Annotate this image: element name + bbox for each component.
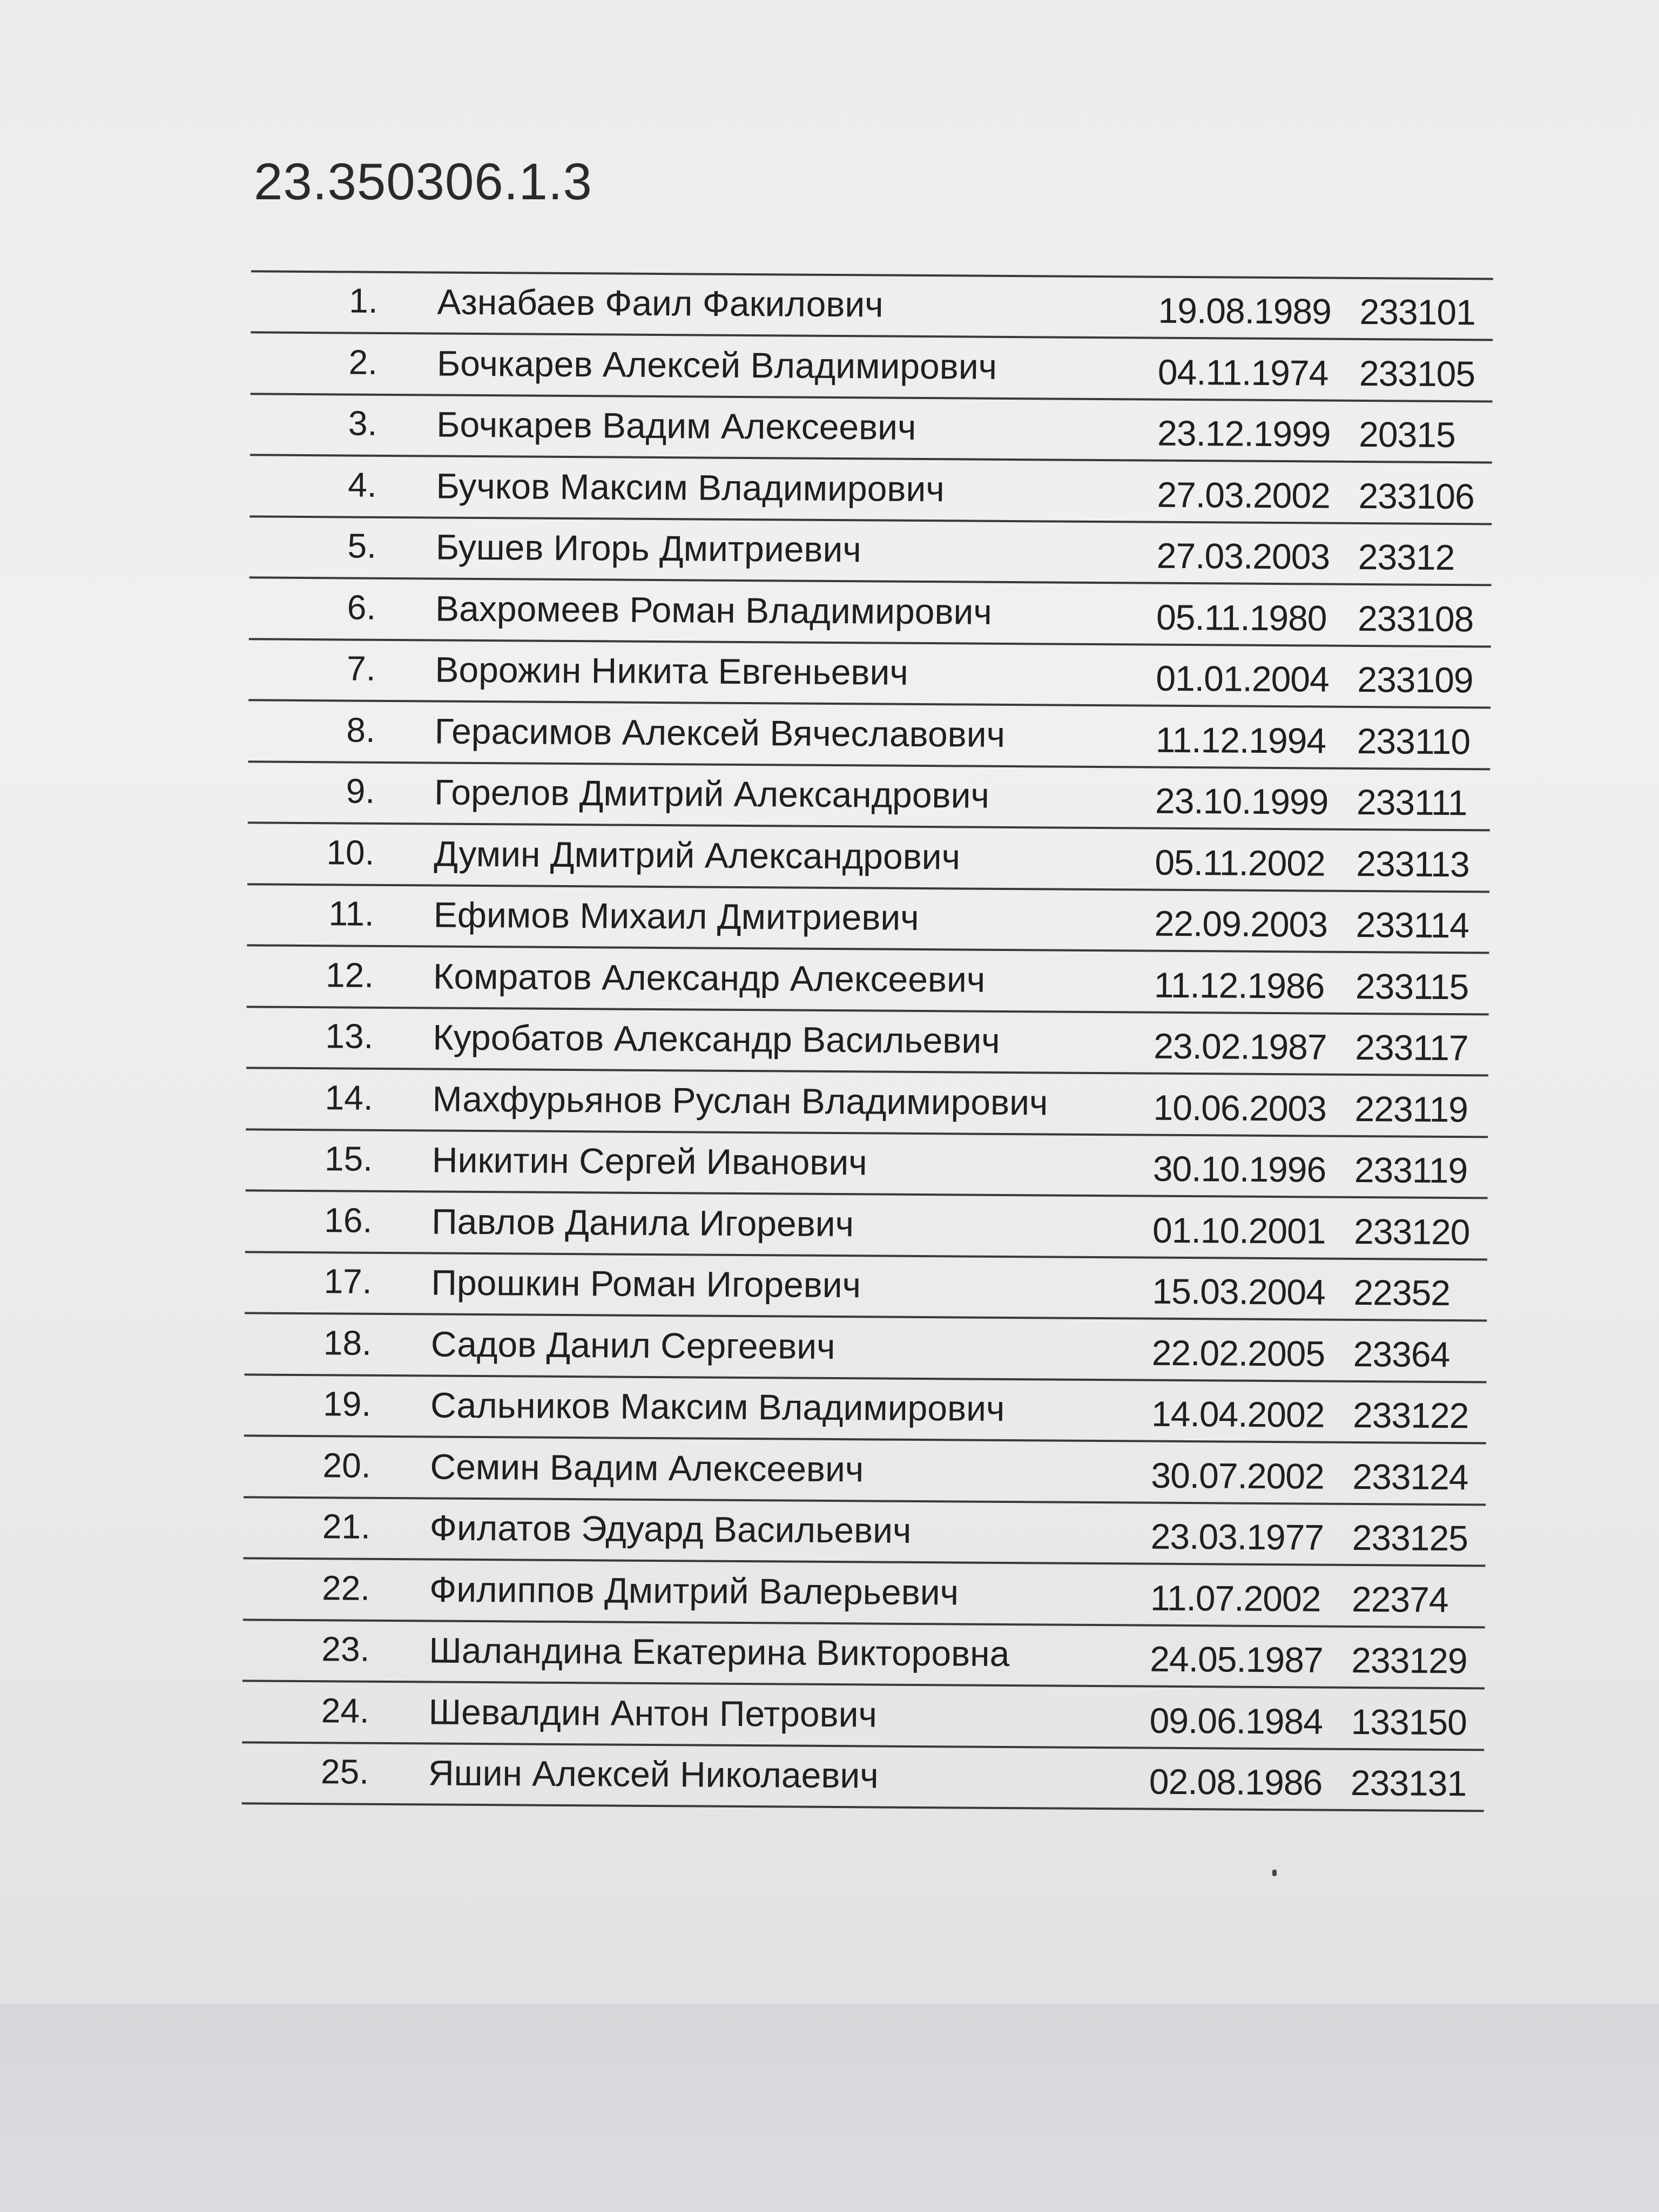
row-number: 6. xyxy=(347,587,376,627)
person-name: Вахромеев Роман Владимирович xyxy=(435,588,992,632)
birth-date: 04.11.1974 xyxy=(1157,352,1328,393)
person-name: Азнабаев Фаил Факилович xyxy=(437,281,884,325)
table-row xyxy=(208,1498,1505,1567)
record-code: 233113 xyxy=(1356,843,1469,884)
table-row xyxy=(211,1130,1507,1199)
person-name: Бочкарев Алексей Владимирович xyxy=(436,343,997,387)
row-number: 20. xyxy=(322,1445,371,1485)
table-row xyxy=(213,701,1509,770)
person-name: Филатов Эдуард Васильевич xyxy=(429,1507,912,1550)
person-name: Махфурьянов Руслан Владимирович xyxy=(432,1078,1048,1122)
table-row xyxy=(213,640,1510,709)
birth-date: 23.10.1999 xyxy=(1155,780,1328,822)
record-code: 233125 xyxy=(1352,1517,1468,1559)
birth-date: 11.12.1994 xyxy=(1155,719,1326,761)
table-row xyxy=(215,333,1512,402)
table-row xyxy=(207,1682,1503,1751)
birth-date: 30.07.2002 xyxy=(1151,1455,1324,1496)
table-row xyxy=(215,272,1512,341)
person-name: Комратов Александр Алексеевич xyxy=(433,955,986,1000)
person-name: Никитин Сергей Иванович xyxy=(431,1139,867,1183)
birth-date: 15.03.2004 xyxy=(1152,1271,1326,1312)
birth-date: 11.12.1986 xyxy=(1154,965,1325,1006)
table-row xyxy=(213,763,1509,832)
person-name: Садов Данил Сергеевич xyxy=(430,1323,835,1366)
table-row xyxy=(211,1008,1508,1077)
birth-date: 01.01.2004 xyxy=(1156,658,1329,699)
row-number: 12. xyxy=(325,955,374,995)
person-name: Бочкарев Вадим Алексеевич xyxy=(436,404,916,447)
table-row xyxy=(209,1375,1506,1445)
row-number: 11. xyxy=(328,894,374,933)
person-name: Семин Вадим Алексеевич xyxy=(430,1446,864,1489)
table-row xyxy=(207,1621,1504,1690)
table-row xyxy=(210,1191,1507,1260)
table-row xyxy=(208,1437,1505,1506)
record-code: 233110 xyxy=(1357,720,1471,761)
person-name: Ворожин Никита Евгеньевич xyxy=(435,649,908,692)
record-code: 233106 xyxy=(1358,475,1474,516)
table-row xyxy=(214,578,1510,648)
row-number: 4. xyxy=(347,464,377,504)
person-name: Герасимов Алексей Вячеславович xyxy=(434,710,1006,754)
record-code: 233129 xyxy=(1351,1640,1467,1681)
birth-date: 11.07.2002 xyxy=(1150,1577,1321,1619)
record-code: 23312 xyxy=(1358,536,1455,578)
row-number: 3. xyxy=(348,403,377,443)
birth-date: 27.03.2002 xyxy=(1157,474,1331,516)
row-rule xyxy=(242,1802,1484,1812)
record-code: 233122 xyxy=(1352,1394,1469,1436)
person-name: Шевалдин Антон Петрович xyxy=(428,1691,878,1735)
person-name: Горелов Дмитрий Александрович xyxy=(434,772,990,815)
record-code: 233124 xyxy=(1352,1456,1468,1497)
table-row xyxy=(209,1314,1506,1383)
birth-date: 19.08.1989 xyxy=(1158,290,1332,332)
record-code: 233115 xyxy=(1355,966,1469,1007)
row-number: 15. xyxy=(324,1139,373,1178)
birth-date: 05.11.1980 xyxy=(1156,597,1327,638)
table-row xyxy=(212,946,1508,1015)
roster-table xyxy=(216,270,1512,1804)
row-number: 21. xyxy=(322,1507,371,1546)
birth-date: 24.05.1987 xyxy=(1150,1638,1323,1680)
row-number: 17. xyxy=(323,1262,372,1301)
person-name: Шаландина Екатерина Викторовна xyxy=(429,1630,1010,1674)
table-row xyxy=(214,517,1511,586)
person-name: Сальников Максим Владимирович xyxy=(430,1385,1005,1428)
birth-date: 09.06.1984 xyxy=(1149,1700,1323,1742)
birth-date: 30.10.1996 xyxy=(1152,1148,1326,1190)
row-number: 19. xyxy=(322,1384,372,1424)
record-code: 233119 xyxy=(1354,1149,1468,1191)
table-row xyxy=(215,395,1512,464)
row-number: 2. xyxy=(348,342,378,382)
person-name: Прошкин Роман Игоревич xyxy=(431,1262,861,1305)
row-number: 24. xyxy=(321,1690,369,1730)
row-number: 14. xyxy=(325,1077,373,1117)
record-code: 20315 xyxy=(1358,414,1455,455)
record-code: 233105 xyxy=(1359,353,1475,394)
table-row xyxy=(214,456,1511,525)
birth-date: 27.03.2003 xyxy=(1156,535,1330,577)
birth-date: 02.08.1986 xyxy=(1149,1761,1323,1803)
row-number: 25. xyxy=(320,1752,369,1791)
birth-date: 23.03.1977 xyxy=(1150,1516,1324,1557)
row-number: 16. xyxy=(324,1200,373,1240)
birth-date: 23.12.1999 xyxy=(1157,413,1331,454)
row-number: 10. xyxy=(326,832,375,872)
record-code: 233101 xyxy=(1359,291,1476,333)
record-code: 233131 xyxy=(1350,1762,1467,1804)
person-name: Бушев Игорь Дмитриевич xyxy=(435,527,861,570)
record-code: 223119 xyxy=(1354,1088,1468,1129)
table-row xyxy=(208,1559,1505,1628)
person-name: Павлов Данила Игоревич xyxy=(431,1201,854,1244)
person-name: Думин Дмитрий Александрович xyxy=(434,833,961,876)
row-number: 22. xyxy=(321,1568,370,1608)
background-surface xyxy=(0,2004,1659,2212)
birth-date: 22.02.2005 xyxy=(1151,1332,1325,1374)
document-code: 23.350306.1.3 xyxy=(254,153,592,211)
row-number: 1. xyxy=(349,281,378,320)
table-row xyxy=(212,824,1509,893)
record-code: 233117 xyxy=(1355,1027,1468,1068)
row-number: 18. xyxy=(323,1323,372,1363)
table-row xyxy=(207,1743,1503,1812)
paper-speck xyxy=(1272,1870,1277,1876)
table-row xyxy=(212,885,1508,954)
row-number: 23. xyxy=(321,1629,370,1669)
birth-date: 22.09.2003 xyxy=(1154,903,1328,945)
person-name: Куробатов Александр Васильевич xyxy=(433,1017,1000,1061)
record-code: 22374 xyxy=(1351,1579,1448,1620)
birth-date: 05.11.2002 xyxy=(1155,842,1325,884)
row-number: 13. xyxy=(325,1016,374,1056)
record-code: 233109 xyxy=(1357,659,1473,700)
birth-date: 10.06.2003 xyxy=(1153,1087,1327,1129)
record-code: 22352 xyxy=(1353,1272,1451,1313)
birth-date: 14.04.2002 xyxy=(1151,1393,1325,1435)
row-number: 9. xyxy=(346,771,375,811)
row-number: 5. xyxy=(347,526,377,565)
record-code: 233114 xyxy=(1355,904,1469,946)
record-code: 233111 xyxy=(1356,781,1467,823)
table-row xyxy=(210,1253,1506,1322)
record-code: 133150 xyxy=(1351,1701,1467,1742)
row-number: 8. xyxy=(346,710,376,750)
table-row xyxy=(211,1069,1507,1138)
record-code: 233120 xyxy=(1353,1211,1470,1252)
person-name: Филиппов Дмитрий Валерьевич xyxy=(429,1568,959,1612)
person-name: Бучков Максим Владимирович xyxy=(436,465,945,509)
record-code: 233108 xyxy=(1357,598,1474,639)
person-name: Яшин Алексей Николаевич xyxy=(428,1752,879,1796)
birth-date: 23.02.1987 xyxy=(1154,1026,1327,1067)
birth-date: 01.10.2001 xyxy=(1152,1210,1326,1251)
record-code: 23364 xyxy=(1353,1333,1450,1374)
row-number: 7. xyxy=(346,649,376,688)
person-name: Ефимов Михаил Дмитриевич xyxy=(433,894,919,938)
